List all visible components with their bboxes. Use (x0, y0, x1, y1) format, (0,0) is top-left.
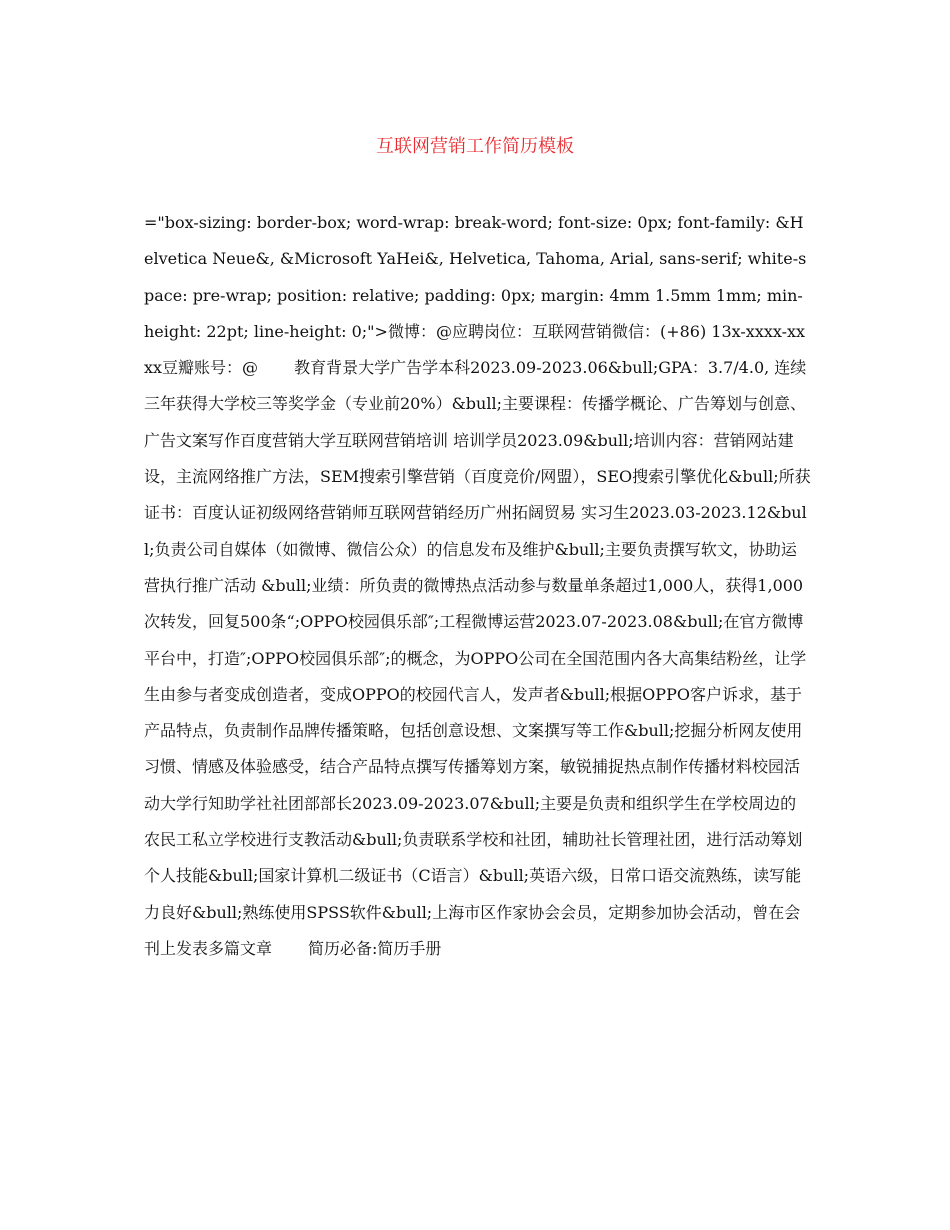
body-segment-header: ="box-sizing: border-box; word-wrap: break-word; font-size: 0px; font-family: &Helvetica Neue&, &Microsoft YaHei&, Helvetica, Tahoma, Arial, sans-serif; white-space: pre-wrap; position: relative; padding: 0px; margin: 4mm 1.5mm 1mm; min-height: 22pt; line-height: 0;">微博：@应聘岗位：互联网营销微信：(+86) 13x-xxxx-xxxx豆瓣账号：@ (144, 213, 807, 378)
document-title: 互联网营销工作简历模板 (376, 136, 574, 157)
body-segment-main: 教育背景大学广告学本科2023.09-2023.06&bull;GPA：3.7/4.0, 连续三年获得大学校三等奖学金（专业前20%）&bull;主要课程：传播学概论、广告筹划与创意、广告文案写作百度营销大学互联网营销培训 培训学员2023.09&bull;培训内容：营销网站建设，主流网络推广方法，SEM搜索引擎营销（百度竞价/网盟），SEO搜索引擎优化&bull;所获证书：百度认证初级网络营销师互联网营销经历广州拓阔贸易 实习生2023.03-2023.12&bull;负责公司自媒体（如微博、微信公众）的信息发布及维护&bull;主要负责撰写软文，协助运营执行推广活动 &bull;业绩：所负责的微博热点活动参与数量单条超过1,000人，获得1,000次转发，回复500条“;OPPO校园俱乐部″;工程微博运营2023.07-2023.08&bull;在官方微博平台中，打造″;OPPO校园俱乐部″;的概念，为OPPO公司在全国范围内各大高集结粉丝，让学生由参与者变成创造者，变成OPPO的校园代言人，发声者&bull;根据OPPO客户诉求，基于产品特点，负责制作品牌传播策略，包括创意设想、文案撰写等工作&bull;挖掘分析网友使用习惯、情感及体验感受，结合产品特点撰写传播筹划方案，敏锐捕捉热点制作传播材料校园活动大学行知助学社社团部部长2023.09-2023.07&bull;主要是负责和组织学生在学校周边的农民工私立学校进行支教活动&bull;负责联系学校和社团，辅助社长管理社团，进行活动筹划个人技能&bull;国家计算机二级证书（C语言）&bull;英语六级，日常口语交流熟练，读写能力良好&bull;熟练使用SPSS软件&bull;上海市区作家协会会员，定期参加协会活动，曾在会刊上发表多篇文章 (144, 358, 811, 958)
body-segment-footer: 简历必备:简历手册 (308, 938, 442, 958)
document-body (144, 205, 812, 967)
